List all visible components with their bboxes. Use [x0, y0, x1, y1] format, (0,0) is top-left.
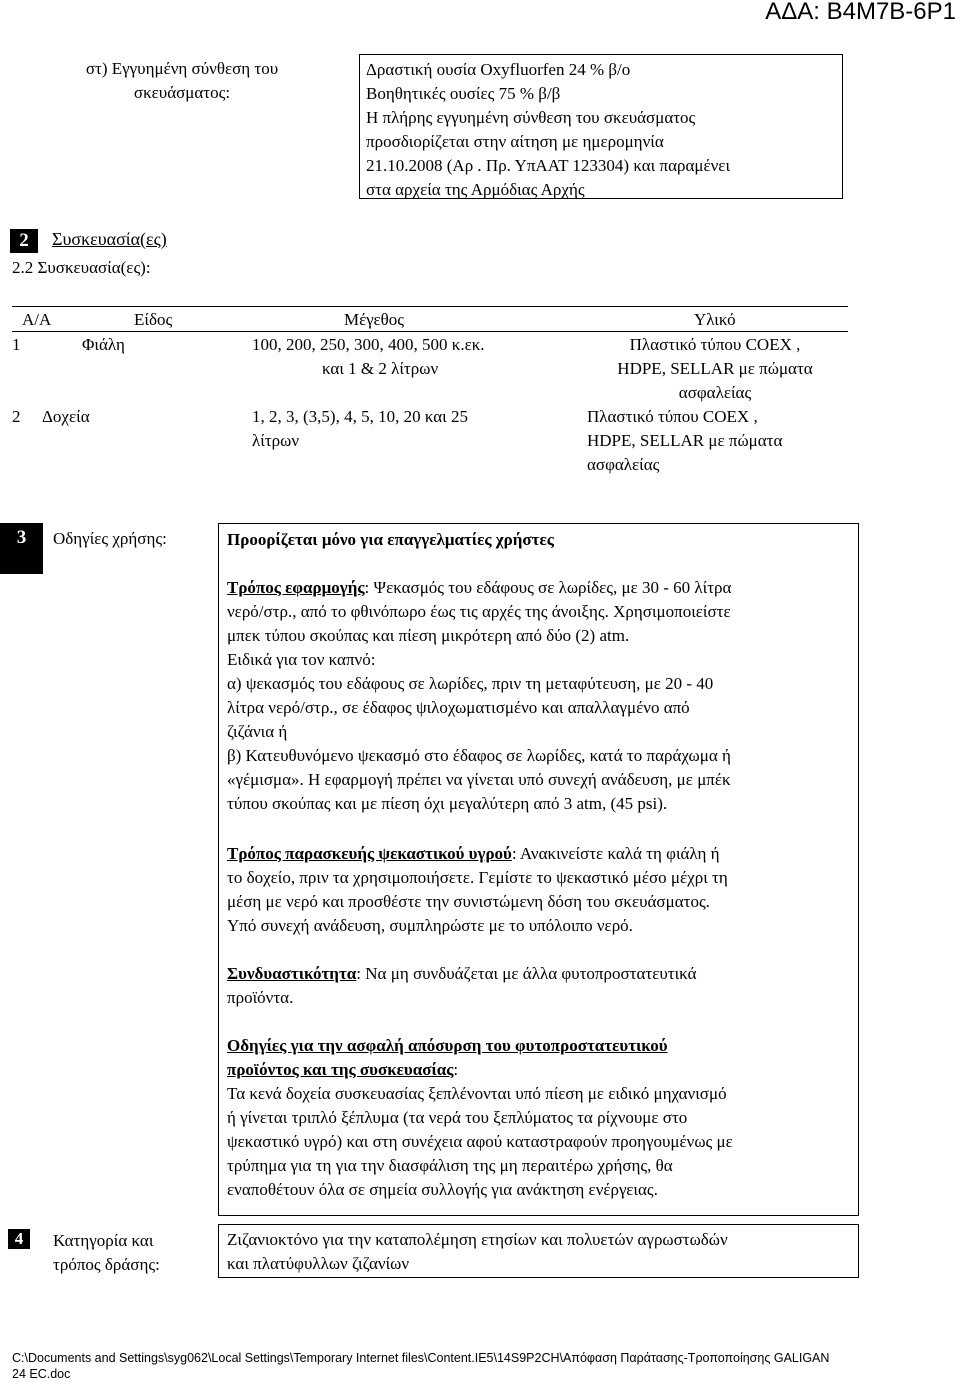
table-cell-aa: 2 [12, 407, 21, 426]
size-line: 100, 200, 250, 300, 400, 500 κ.εκ. [252, 335, 485, 354]
composition-box [359, 54, 843, 199]
application-line: «γέμισμα». Η εφαρμογή πρέπει να γίνεται υπό συνεχή ανάδευση, με μπέκ [227, 770, 731, 789]
application-line: τύπου σκούπας και με πίεση όχι μεγαλύτερη από 3 atm, (45 psi). [227, 794, 668, 813]
table-rule-top [12, 306, 848, 307]
composition-line: στα αρχεία της Αρμόδιας Αρχής [366, 180, 585, 199]
compatibility-paragraph [227, 962, 855, 1010]
disposal-line: ψεκαστικό υγρό) και στη συνέχεια αφού καταστραφούν προηγουμένως με [227, 1132, 733, 1151]
document-code: ΑΔΑ: Β4Μ7Β-6Ρ1 [765, 0, 956, 25]
file-path-line: 24 EC.doc [12, 1367, 71, 1381]
disposal-line: Τα κενά δοχεία συσκευασίας ξεπλένονται υπό πίεση με ειδικό μηχανισμό [227, 1084, 727, 1103]
table-header-size: Μέγεθος [344, 310, 404, 329]
composition-line: Η πλήρης εγγυημένη σύνθεση του σκευάσματος [366, 108, 696, 127]
material-line: Πλαστικό τύπου COEX , [629, 335, 801, 354]
file-path-line: C:\Documents and Settings\syg062\Local Settings\Temporary Internet files\Content.IE5\14S9P2CH\Απόφαση Παράτασης-Τροποποίησης GALIGAN [12, 1351, 830, 1365]
application-line: ζιζάνια ή [227, 722, 288, 741]
file-path-footer [12, 1350, 872, 1382]
composition-label [12, 57, 352, 105]
table-header-material: Υλικό [694, 310, 736, 329]
table-cell-size [252, 405, 582, 453]
composition-line: προσδιορίζεται στην αίτηση με ημερομηνία [366, 132, 664, 151]
section-4-label-line: τρόπος δράσης: [53, 1255, 160, 1274]
composition-line: Βοηθητικές ουσίες 75 % β/β [366, 84, 561, 103]
application-line: β) Κατευθυνόμενο ψεκασμό στο έδαφος σε λωρίδες, κατά το παράχωμα ή [227, 746, 731, 765]
table-rule-header [12, 331, 848, 332]
size-line: λίτρων [252, 431, 300, 450]
instructions-box [218, 523, 859, 1216]
preparation-paragraph [227, 842, 855, 938]
compatibility-line: προϊόντα. [227, 988, 294, 1007]
mode-of-action-line: Ζιζανιοκτόνο για την καταπολέμηση ετησίων και πολυετών αγρωστωδών [227, 1230, 728, 1249]
preparation-line: Υπό συνεχή ανάδευση, συμπληρώστε με το υπόλοιπο νερό. [227, 916, 633, 935]
application-line: Ειδικά για τον καπνό: [227, 650, 376, 669]
section-3-number: 3 [0, 523, 43, 574]
preparation-line: το δοχείο, πριν τα χρησιμοποιήσετε. Γεμίστε το ψεκαστικό μέσο μέχρι τη [227, 868, 728, 887]
section-4-label-line: Κατηγορία και [53, 1231, 154, 1250]
preparation-title: Τρόπος παρασκευής ψεκαστικού υγρού [227, 844, 512, 863]
preparation-line: μέση με νερό και προσθέστε την συνιστώμενη δόση του σκευάσματος. [227, 892, 710, 911]
section-2-subtitle: 2.2 Συσκευασία(ες): [12, 258, 151, 277]
mode-of-action-box [218, 1224, 859, 1278]
disposal-title: Οδηγίες για την ασφαλή απόσυρση του φυτοπροστατευτικού [227, 1036, 668, 1055]
compatibility-line: : Να μη συνδυάζεται με άλλα φυτοπροστατευτικά [356, 964, 697, 983]
disposal-line: τρύπημα για τη για την διασφάλιση της μη περαιτέρω χρήσης, θα [227, 1156, 673, 1175]
professional-use-heading: Προορίζεται μόνο για επαγγελματίες χρήστες [227, 530, 554, 549]
application-paragraph [227, 576, 855, 816]
application-line: α) ψεκασμός του εδάφους σε λωρίδες, πριν τη μεταφύτευση, με 20 - 40 [227, 674, 714, 693]
application-line: νερό/στρ., από το φθινόπωρο έως τις αρχές της άνοιξης. Χρησιμοποιείστε [227, 602, 731, 621]
size-line: και 1 & 2 λίτρων [322, 359, 439, 378]
preparation-line: : Ανακινείστε καλά τη φιάλη ή [511, 844, 720, 863]
table-cell-aa: 1 [12, 335, 21, 354]
section-4-label [53, 1229, 160, 1277]
table-header-aa: Α/Α [22, 310, 52, 329]
composition-line: 21.10.2008 (Αρ . Πρ. ΥπΑΑΤ 123304) και παραμένει [366, 156, 731, 175]
material-line: HDPE, SELLAR με πώματα [587, 431, 783, 450]
section-2-title: Συσκευασία(ες) [52, 229, 167, 249]
mode-of-action-line: και πλατύφυλλων ζιζανίων [227, 1254, 410, 1273]
composition-label-line: σκευάσματος: [133, 83, 231, 102]
table-cell-type: Φιάλη [82, 335, 125, 354]
section-2-number: 2 [10, 229, 38, 253]
material-line: HDPE, SELLAR με πώματα [617, 359, 813, 378]
composition-label-line: στ) Εγγυημένη σύνθεση του [85, 59, 279, 78]
section-4-number: 4 [8, 1229, 30, 1249]
table-cell-size [252, 333, 582, 381]
material-line: ασφαλείας [587, 455, 660, 474]
disposal-line: εναποθέτουν όλα σε σημεία συλλογής για ανάκτηση ενέργειας. [227, 1180, 658, 1199]
table-cell-material [590, 333, 840, 405]
application-title: Τρόπος εφαρμογής [227, 578, 365, 597]
table-cell-material [587, 405, 847, 477]
application-line: μπεκ τύπου σκούπας και πίεση μικρότερη από δύο (2) atm. [227, 626, 630, 645]
table-cell-type: Δοχεία [42, 407, 90, 426]
compatibility-title: Συνδυαστικότητα [227, 964, 357, 983]
application-line: : Ψεκασμός του εδάφους σε λωρίδες, με 30 - 60 λίτρα [364, 578, 732, 597]
composition-line: Δραστική ουσία Oxyfluorfen 24 % β/ο [366, 60, 631, 79]
material-line: Πλαστικό τύπου COEX , [587, 407, 758, 426]
table-header-type: Είδος [134, 310, 173, 329]
section-3-label: Οδηγίες χρήσης: [53, 529, 167, 548]
application-line: λίτρα νερό/στρ., σε έδαφος ψιλοχωματισμένο και απαλλαγμένο από [227, 698, 690, 717]
disposal-title: προϊόντος και της συσκευασίας [227, 1060, 454, 1079]
disposal-line: ή γίνεται τριπλό ξέπλυμα (τα νερά του ξεπλύματος τα ρίχνουμε στο [227, 1108, 688, 1127]
size-line: 1, 2, 3, (3,5), 4, 5, 10, 20 και 25 [252, 407, 468, 426]
material-line: ασφαλείας [678, 383, 752, 402]
disposal-paragraph: Οδηγίες για την ασφαλή απόσυρση του φυτοπροστατευτικού προϊόντος και της συσκευασίας: Τα κενά δοχεία συσκευασίας ξεπλένονται υπό πίεση με ειδικό μηχανισμό ή γίνεται τριπλό ξέπλυμα (τα νερά του ξεπλύματος τα ρίχνουμε στο ψεκαστικό υγρό) και στη συνέχεια αφού καταστραφούν προηγουμένως με τρύπημα για τη για την διασφάλιση της μη περαιτέρω χρήσης, θα εναποθέτουν όλα σε σημεία συλλογής για ανάκτηση ενέργειας. [227, 1034, 855, 1202]
